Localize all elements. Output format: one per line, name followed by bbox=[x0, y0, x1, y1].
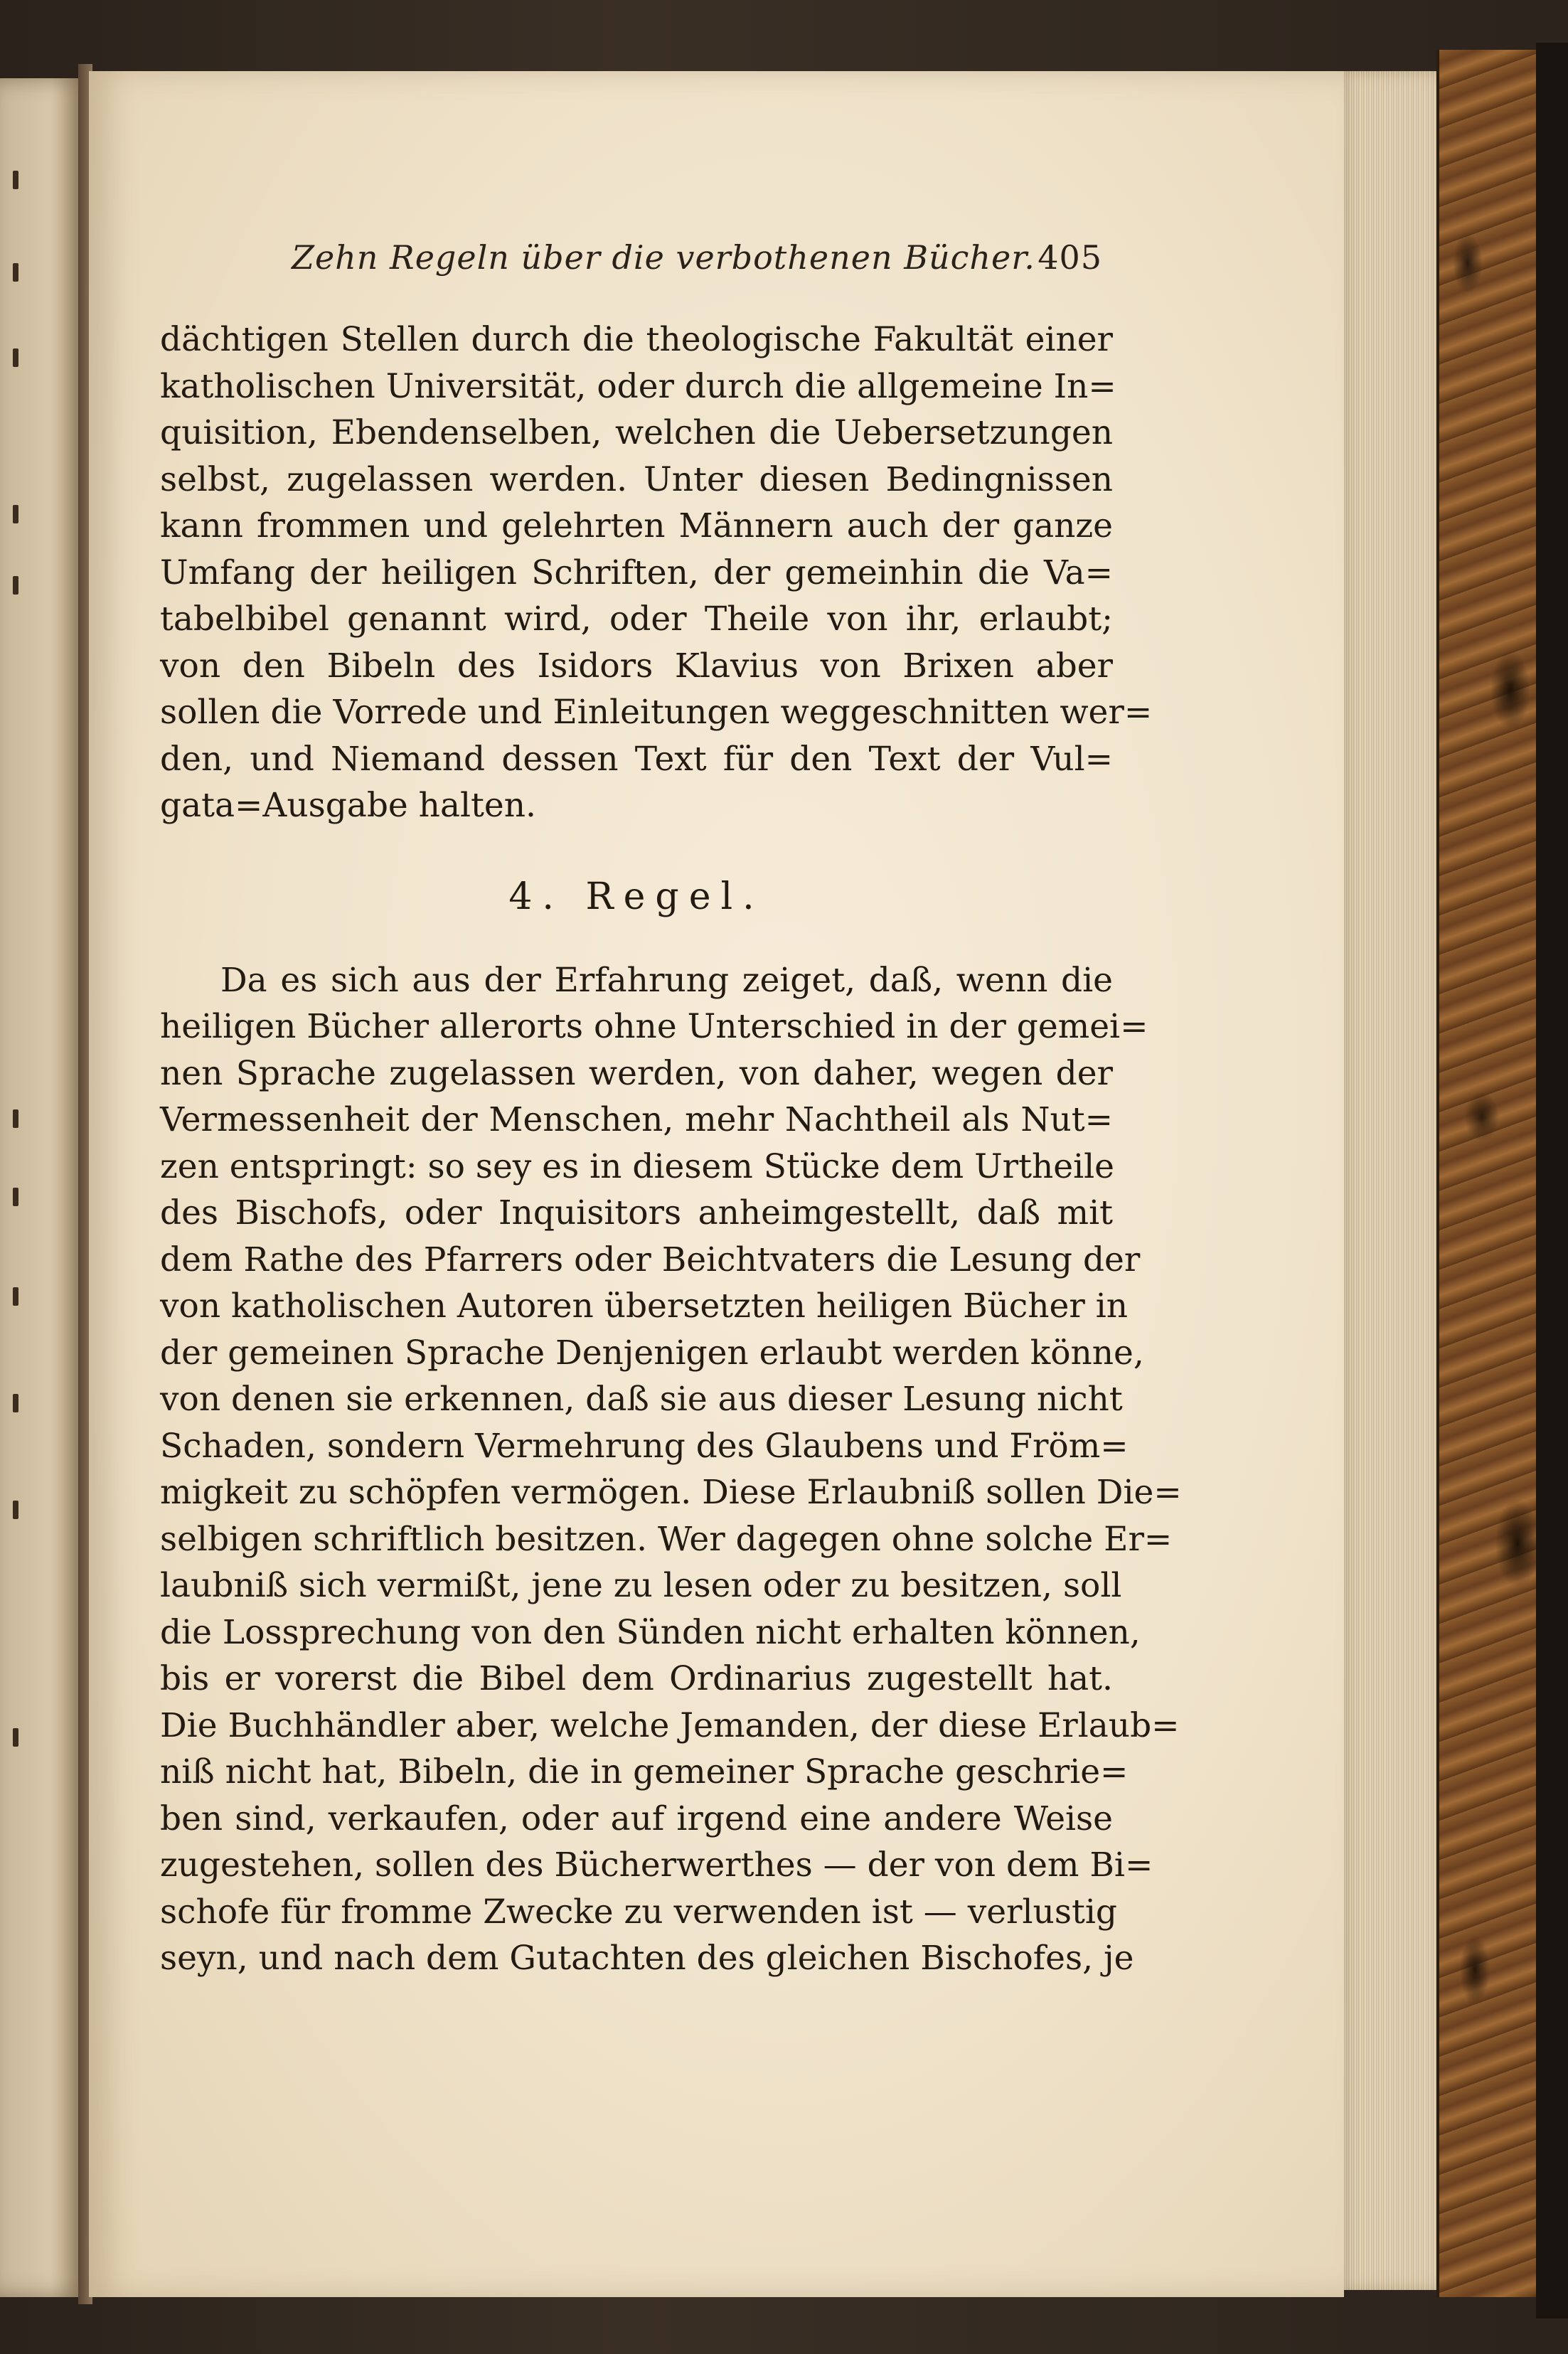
text-line: migkeit zu schöpfen vermögen. Diese Erlaubniß sollen Die= bbox=[160, 1473, 1182, 1512]
text-line: Schaden, sondern Vermehrung des Glaubens und Fröm= bbox=[160, 1426, 1129, 1466]
text-line: Da es sich aus der Erfahrung zeiget, daß, wenn die bbox=[220, 960, 1113, 1000]
facing-page-edge bbox=[0, 78, 85, 2297]
text-line: nen Sprache zugelassen werden, von daher, wegen der bbox=[160, 1053, 1113, 1093]
paragraph-1 bbox=[160, 316, 1153, 829]
text-line: Die Buchhändler aber, welche Jemanden, der diese Erlaub= bbox=[160, 1705, 1180, 1745]
page-number: 405 bbox=[1038, 238, 1102, 277]
text-line: von katholischen Autoren übersetzten heiligen Bücher in bbox=[160, 1287, 1129, 1326]
marbled-cover bbox=[1436, 50, 1546, 2297]
page-header bbox=[292, 238, 1102, 288]
page-edges bbox=[1337, 71, 1436, 2290]
running-head: Zehn Regeln über die verbothenen Bücher. bbox=[292, 238, 1035, 277]
page-body bbox=[160, 316, 1182, 1982]
text-line: bis er vorerst die Bibel dem Ordinarius zugestellt hat. bbox=[160, 1659, 1113, 1698]
paragraph-2 bbox=[160, 957, 1182, 1982]
text-line: laubniß sich vermißt, jene zu lesen oder zu besitzen, soll bbox=[160, 1566, 1122, 1605]
text-line: seyn, und nach dem Gutachten des gleichen Bischofes, je bbox=[160, 1939, 1134, 1978]
text-line: zen entspringt: so sey es in diesem Stücke dem Urtheile bbox=[160, 1146, 1115, 1186]
text-line: von den Bibeln des Isidors Klavius von Brixen aber bbox=[160, 646, 1113, 686]
text-line: ben sind, verkaufen, oder auf irgend eine andere Weise bbox=[160, 1799, 1113, 1838]
text-line: zugestehen, sollen des Bücherwerthes — der von dem Bi= bbox=[160, 1846, 1153, 1885]
text-line: von denen sie erkennen, daß sie aus dieser Lesung nicht bbox=[160, 1380, 1123, 1419]
text-line: den, und Niemand dessen Text für den Text der Vul= bbox=[160, 739, 1113, 779]
text-line: quisition, Ebendenselben, welchen die Uebersetzungen bbox=[160, 413, 1113, 452]
text-line: heiligen Bücher allerorts ohne Unterschied in der gemei= bbox=[160, 1007, 1148, 1046]
text-line: schofe für fromme Zwecke zu verwenden ist — verlustig bbox=[160, 1892, 1117, 1932]
text-line: Umfang der heiligen Schriften, der gemeinhin die Va= bbox=[160, 553, 1113, 592]
text-line: Vermessenheit der Menschen, mehr Nachtheil als Nut= bbox=[160, 1100, 1113, 1139]
text-line: tabelbibel genannt wird, oder Theile von ihr, erlaubt; bbox=[160, 600, 1113, 639]
text-line: niß nicht hat, Bibeln, die in gemeiner Sprache geschrie= bbox=[160, 1752, 1129, 1791]
text-line: gata=Ausgabe halten. bbox=[160, 786, 536, 825]
text-line: dem Rathe des Pfarrers oder Beichtvaters die Lesung der bbox=[160, 1240, 1141, 1279]
text-line: sollen die Vorrede und Einleitungen weggeschnitten wer= bbox=[160, 693, 1153, 732]
text-line: der gemeinen Sprache Denjenigen erlaubt werden könne, bbox=[160, 1333, 1144, 1373]
text-line: selbigen schriftlich besitzen. Wer dagegen ohne solche Er= bbox=[160, 1519, 1173, 1559]
text-line: dächtigen Stellen durch die theologische Fakultät einer bbox=[160, 320, 1113, 359]
cover-edge bbox=[1536, 43, 1568, 2318]
text-line: kann frommen und gelehrten Männern auch der ganze bbox=[160, 506, 1113, 545]
text-line: katholischen Universität, oder durch die allgemeine In= bbox=[160, 366, 1116, 406]
text-line: die Lossprechung von den Sünden nicht erhalten können, bbox=[160, 1612, 1141, 1652]
section-heading: 4. Regel. bbox=[508, 875, 764, 918]
text-line: des Bischofs, oder Inquisitors anheimgestellt, daß mit bbox=[160, 1193, 1113, 1232]
text-line: selbst, zugelassen werden. Unter diesen Bedingnissen bbox=[160, 459, 1113, 499]
